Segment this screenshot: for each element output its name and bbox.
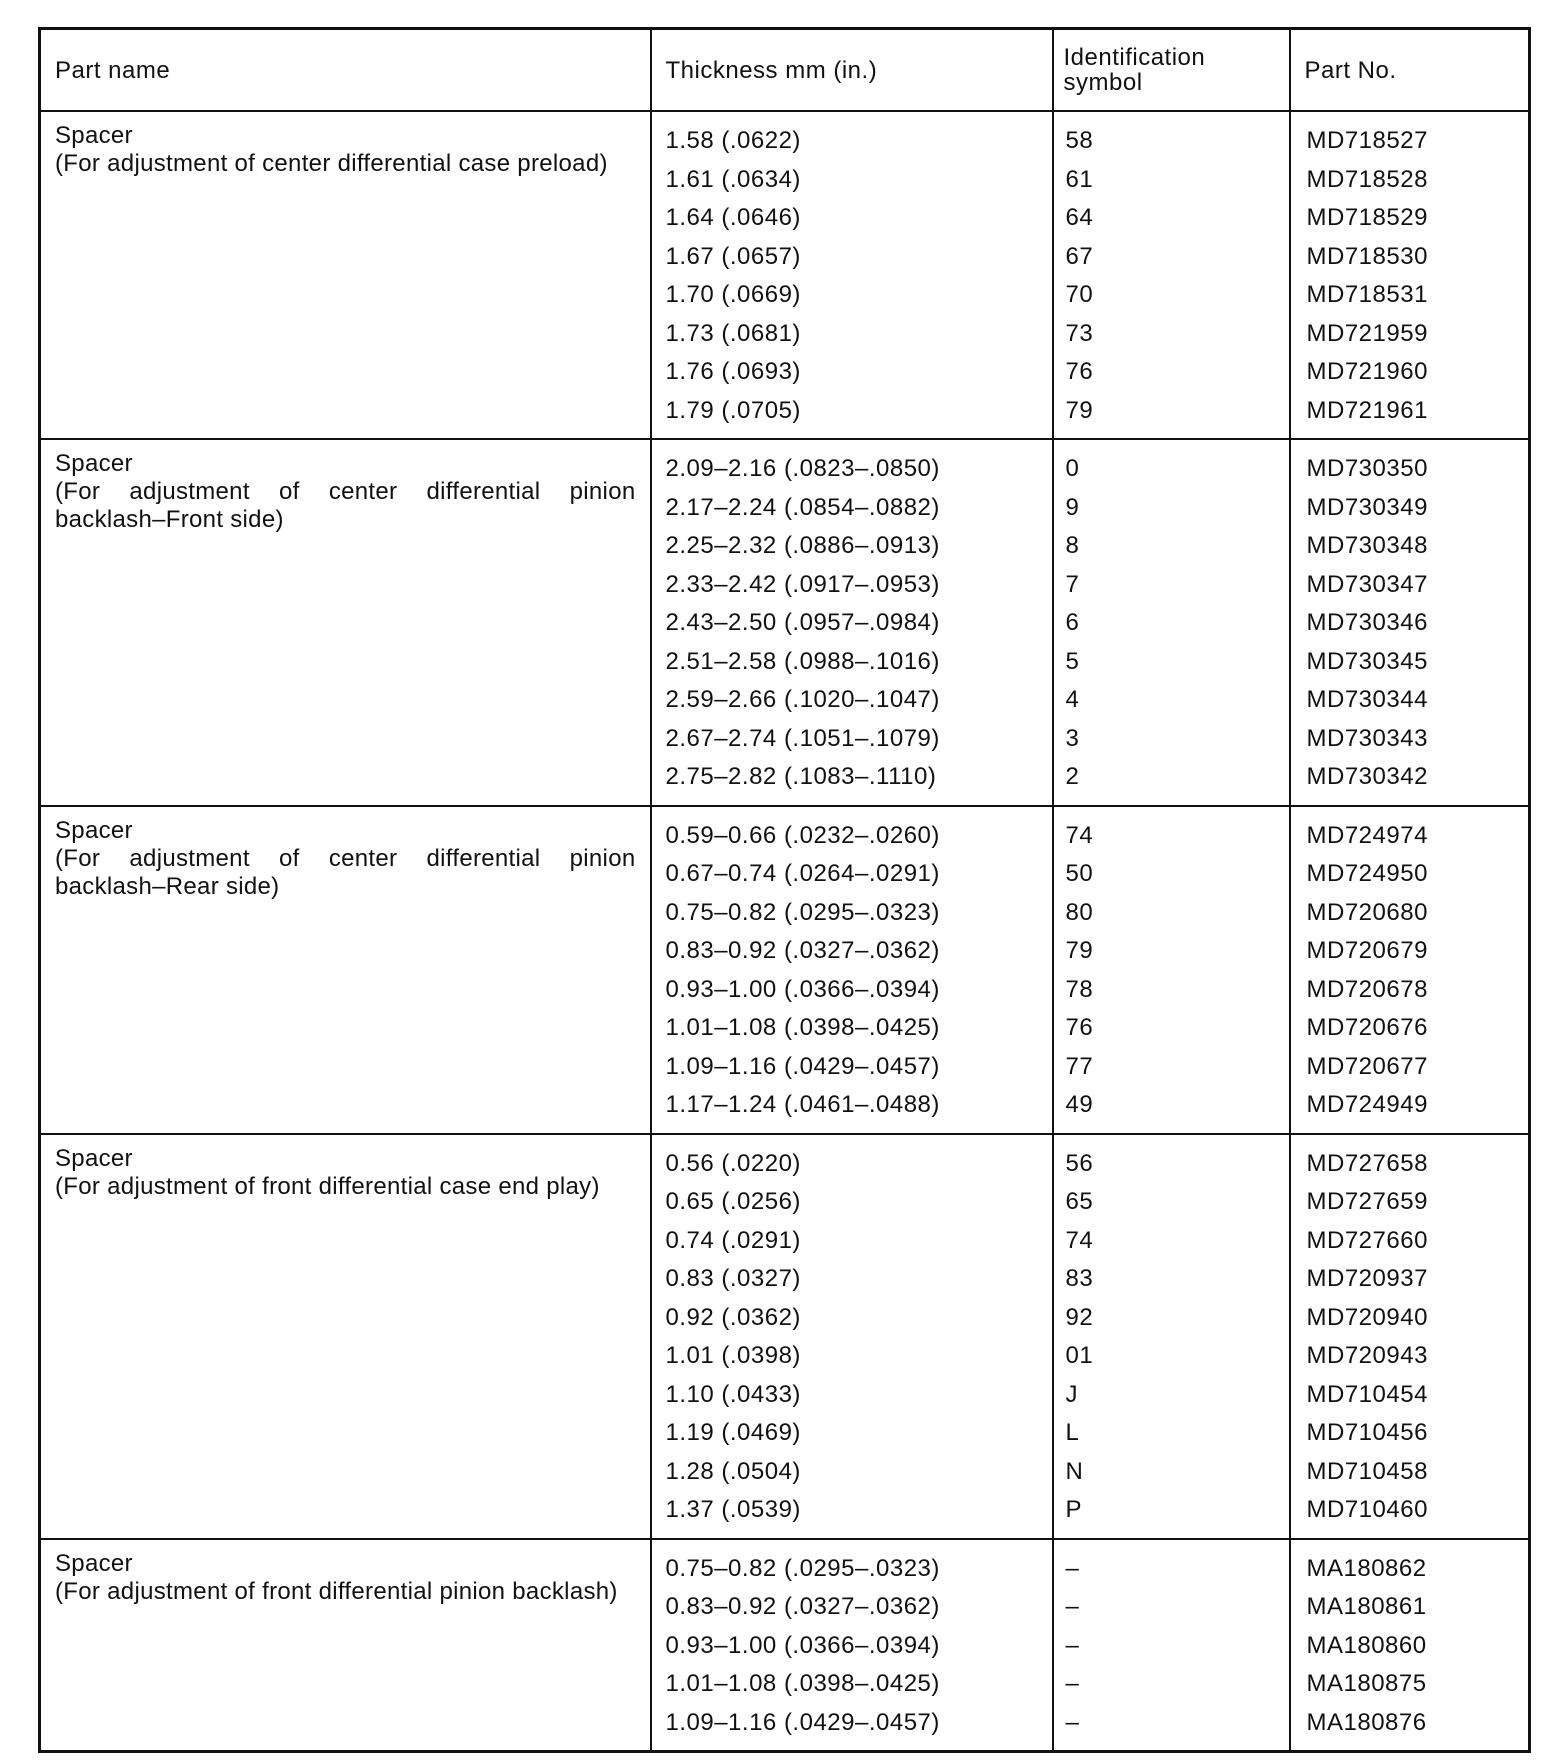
identification-symbol-value: 3	[1065, 724, 1080, 752]
spacer-group-row	[40, 111, 1530, 439]
part-number-value: MD718527	[1306, 127, 1428, 154]
part-number-value: MD730344	[1306, 686, 1428, 713]
identification-symbol-value: 77	[1065, 1052, 1094, 1080]
thickness-value: 1.73 (.0681)	[665, 319, 801, 347]
thickness-value: 1.09–1.16 (.0429–.0457)	[665, 1708, 940, 1736]
part-name-cell	[40, 806, 651, 1134]
identification-symbol-value: 74	[1065, 821, 1094, 849]
part-number-value: MD718529	[1306, 204, 1428, 231]
identification-symbol-value: –	[1065, 1554, 1080, 1582]
part-number-value: MD710458	[1306, 1457, 1428, 1485]
header-identification-symbol	[1053, 29, 1290, 112]
spacer-group-row	[40, 1539, 1530, 1752]
part-name: Spacer	[55, 1144, 133, 1172]
identification-symbol-value: J	[1065, 1380, 1078, 1408]
part-number-value: MD730342	[1306, 763, 1428, 790]
thickness-value: 0.75–0.82 (.0295–.0323)	[665, 898, 940, 926]
spacer-group-row	[40, 439, 1530, 806]
thickness-value: 0.74 (.0291)	[665, 1226, 801, 1254]
identification-symbol-value: 67	[1065, 242, 1094, 270]
identification-symbol-value: 49	[1065, 1091, 1094, 1118]
identification-symbol-value: 92	[1065, 1303, 1094, 1331]
thickness-value: 0.75–0.82 (.0295–.0323)	[665, 1554, 940, 1582]
part-number-cell	[1290, 111, 1530, 439]
thickness-value: 0.92 (.0362)	[665, 1303, 801, 1331]
thickness-value: 2.67–2.74 (.1051–.1079)	[665, 724, 940, 752]
header-identification-symbol-line2: symbol	[1063, 69, 1143, 96]
identification-symbol-cell	[1053, 806, 1290, 1134]
header-identification-symbol-line1: Identification	[1063, 44, 1206, 71]
part-description: (For adjustment of center differential case preload)	[55, 150, 608, 177]
thickness-value: 1.58 (.0622)	[665, 127, 801, 154]
identification-symbol-value: 78	[1065, 975, 1094, 1003]
part-number-cell	[1290, 1134, 1530, 1539]
part-number-value: MD730349	[1306, 493, 1428, 521]
thickness-cell	[651, 806, 1053, 1134]
part-number-value: MD710454	[1306, 1380, 1428, 1408]
spacer-parts-sheet	[38, 27, 1528, 1753]
spacer-group-row	[40, 806, 1530, 1134]
identification-symbol-value: 56	[1065, 1149, 1094, 1177]
identification-symbol-value: 8	[1065, 532, 1080, 559]
part-number-value: MD710456	[1306, 1419, 1428, 1446]
thickness-value: 0.83 (.0327)	[665, 1265, 801, 1292]
thickness-value: 2.17–2.24 (.0854–.0882)	[665, 493, 940, 521]
part-number-cell	[1290, 806, 1530, 1134]
part-number-value: MD718530	[1306, 242, 1428, 270]
part-description: (For adjustment of front differential case end play)	[55, 1172, 600, 1200]
identification-symbol-cell	[1053, 1134, 1290, 1539]
part-number-value: MD730346	[1306, 609, 1428, 636]
thickness-value: 1.76 (.0693)	[665, 358, 801, 385]
thickness-value: 0.83–0.92 (.0327–.0362)	[665, 1593, 940, 1620]
identification-symbol-value: 79	[1065, 396, 1094, 424]
part-number-cell	[1290, 1539, 1530, 1752]
part-number-value: MD710460	[1306, 1496, 1428, 1523]
part-name: Spacer	[55, 450, 133, 477]
part-number-value: MD721959	[1306, 319, 1428, 347]
part-name-cell	[40, 1134, 651, 1539]
thickness-value: 2.43–2.50 (.0957–.0984)	[665, 609, 940, 636]
part-number-cell	[1290, 439, 1530, 806]
part-number-value: MD724950	[1306, 860, 1428, 887]
identification-symbol-value: 9	[1065, 493, 1080, 521]
identification-symbol-value: 83	[1065, 1265, 1094, 1292]
thickness-value: 1.10 (.0433)	[665, 1380, 801, 1408]
part-number-value: MD724974	[1306, 821, 1428, 849]
thickness-value: 0.93–1.00 (.0366–.0394)	[665, 975, 940, 1003]
header-row	[40, 29, 1530, 112]
part-number-value: MD720943	[1306, 1342, 1428, 1369]
identification-symbol-value: –	[1065, 1670, 1080, 1697]
part-number-value: MD721961	[1306, 396, 1428, 424]
header-part-name: Part name	[40, 29, 651, 112]
part-number-value: MD720678	[1306, 975, 1428, 1003]
identification-symbol-value: 6	[1065, 609, 1080, 636]
part-number-value: MA180862	[1306, 1554, 1427, 1582]
identification-symbol-value: 76	[1065, 358, 1094, 385]
part-number-value: MD720679	[1306, 937, 1428, 964]
part-number-value: MA180861	[1306, 1593, 1427, 1620]
part-description: (For adjustment of center differential pinion backlash–Front side)	[55, 478, 636, 533]
identification-symbol-value: 61	[1065, 165, 1094, 193]
part-number-value: MD718528	[1306, 165, 1428, 193]
thickness-value: 1.67 (.0657)	[665, 242, 801, 270]
table-body	[40, 111, 1530, 1752]
header-part-no: Part No.	[1290, 29, 1530, 112]
part-number-value: MD727658	[1306, 1149, 1428, 1177]
part-name: Spacer	[55, 816, 133, 844]
identification-symbol-value: 80	[1065, 898, 1094, 926]
identification-symbol-value: –	[1065, 1708, 1080, 1736]
thickness-value: 1.01–1.08 (.0398–.0425)	[665, 1670, 940, 1697]
part-number-value: MD727660	[1306, 1226, 1428, 1254]
identification-symbol-value: 4	[1065, 686, 1080, 713]
thickness-value: 0.65 (.0256)	[665, 1188, 801, 1215]
part-number-value: MD720940	[1306, 1303, 1428, 1331]
identification-symbol-value: 0	[1065, 455, 1080, 482]
part-number-value: MA180860	[1306, 1631, 1427, 1659]
identification-symbol-value: 70	[1065, 281, 1094, 308]
part-number-value: MD720937	[1306, 1265, 1428, 1292]
identification-symbol-value: 79	[1065, 937, 1094, 964]
part-number-value: MD720680	[1306, 898, 1428, 926]
thickness-value: 1.61 (.0634)	[665, 165, 801, 193]
spacer-parts-table	[38, 27, 1531, 1753]
thickness-cell	[651, 439, 1053, 806]
header-thickness: Thickness mm (in.)	[651, 29, 1053, 112]
identification-symbol-value: –	[1065, 1593, 1080, 1620]
part-description: (For adjustment of center differential pinion backlash–Rear side)	[55, 844, 636, 900]
thickness-value: 2.33–2.42 (.0917–.0953)	[665, 570, 940, 598]
thickness-value: 1.28 (.0504)	[665, 1457, 801, 1485]
part-number-value: MD727659	[1306, 1188, 1428, 1215]
identification-symbol-value: –	[1065, 1631, 1080, 1659]
part-number-value: MD730345	[1306, 647, 1428, 675]
thickness-value: 2.09–2.16 (.0823–.0850)	[665, 455, 940, 482]
thickness-value: 0.67–0.74 (.0264–.0291)	[665, 860, 940, 887]
identification-symbol-value: 50	[1065, 860, 1094, 887]
thickness-value: 1.70 (.0669)	[665, 281, 801, 308]
thickness-value: 1.01–1.08 (.0398–.0425)	[665, 1014, 940, 1041]
identification-symbol-value: P	[1065, 1496, 1083, 1523]
part-number-value: MD720677	[1306, 1052, 1428, 1080]
identification-symbol-value: 64	[1065, 204, 1094, 231]
identification-symbol-cell	[1053, 1539, 1290, 1752]
identification-symbol-value: L	[1065, 1419, 1080, 1446]
thickness-value: 0.59–0.66 (.0232–.0260)	[665, 821, 940, 849]
thickness-value: 2.25–2.32 (.0886–.0913)	[665, 532, 940, 559]
part-number-value: MD730343	[1306, 724, 1428, 752]
thickness-value: 1.09–1.16 (.0429–.0457)	[665, 1052, 940, 1080]
part-number-value: MD721960	[1306, 358, 1428, 385]
identification-symbol-cell	[1053, 439, 1290, 806]
identification-symbol-value: 73	[1065, 319, 1094, 347]
identification-symbol-value: 01	[1065, 1342, 1094, 1369]
identification-symbol-value: 58	[1065, 127, 1094, 154]
part-number-value: MD730347	[1306, 570, 1428, 598]
thickness-cell	[651, 111, 1053, 439]
thickness-value: 1.64 (.0646)	[665, 204, 801, 231]
thickness-value: 0.93–1.00 (.0366–.0394)	[665, 1631, 940, 1659]
thickness-value: 0.83–0.92 (.0327–.0362)	[665, 937, 940, 964]
thickness-value: 2.59–2.66 (.1020–.1047)	[665, 686, 940, 713]
part-name-cell	[40, 111, 651, 439]
identification-symbol-value: 5	[1065, 647, 1080, 675]
identification-symbol-value: 76	[1065, 1014, 1094, 1041]
thickness-value: 1.01 (.0398)	[665, 1342, 801, 1369]
part-name-cell	[40, 1539, 651, 1752]
part-name: Spacer	[55, 122, 133, 149]
thickness-value: 0.56 (.0220)	[665, 1149, 801, 1177]
identification-symbol-value: 7	[1065, 570, 1080, 598]
thickness-cell	[651, 1134, 1053, 1539]
thickness-value: 1.19 (.0469)	[665, 1419, 801, 1446]
thickness-value: 2.75–2.82 (.1083–.1110)	[665, 763, 937, 790]
thickness-value: 2.51–2.58 (.0988–.1016)	[665, 647, 940, 675]
thickness-value: 1.79 (.0705)	[665, 396, 801, 424]
identification-symbol-cell	[1053, 111, 1290, 439]
identification-symbol-value: 74	[1065, 1226, 1094, 1254]
part-number-value: MD718531	[1306, 281, 1428, 308]
spacer-group-row	[40, 1134, 1530, 1539]
thickness-value: 1.17–1.24 (.0461–.0488)	[665, 1091, 940, 1118]
identification-symbol-value: 65	[1065, 1188, 1094, 1215]
identification-symbol-value: 2	[1065, 763, 1080, 790]
part-name: Spacer	[55, 1549, 133, 1577]
identification-symbol-value: N	[1065, 1457, 1084, 1485]
part-number-value: MD720676	[1306, 1014, 1428, 1041]
part-number-value: MD724949	[1306, 1091, 1428, 1118]
part-number-value: MA180875	[1306, 1670, 1427, 1697]
part-description: (For adjustment of front differential pinion backlash)	[55, 1577, 618, 1605]
thickness-cell	[651, 1539, 1053, 1752]
thickness-value: 1.37 (.0539)	[665, 1496, 801, 1523]
part-number-value: MD730350	[1306, 455, 1428, 482]
part-name-cell	[40, 439, 651, 806]
part-number-value: MA180876	[1306, 1708, 1427, 1736]
part-number-value: MD730348	[1306, 532, 1428, 559]
